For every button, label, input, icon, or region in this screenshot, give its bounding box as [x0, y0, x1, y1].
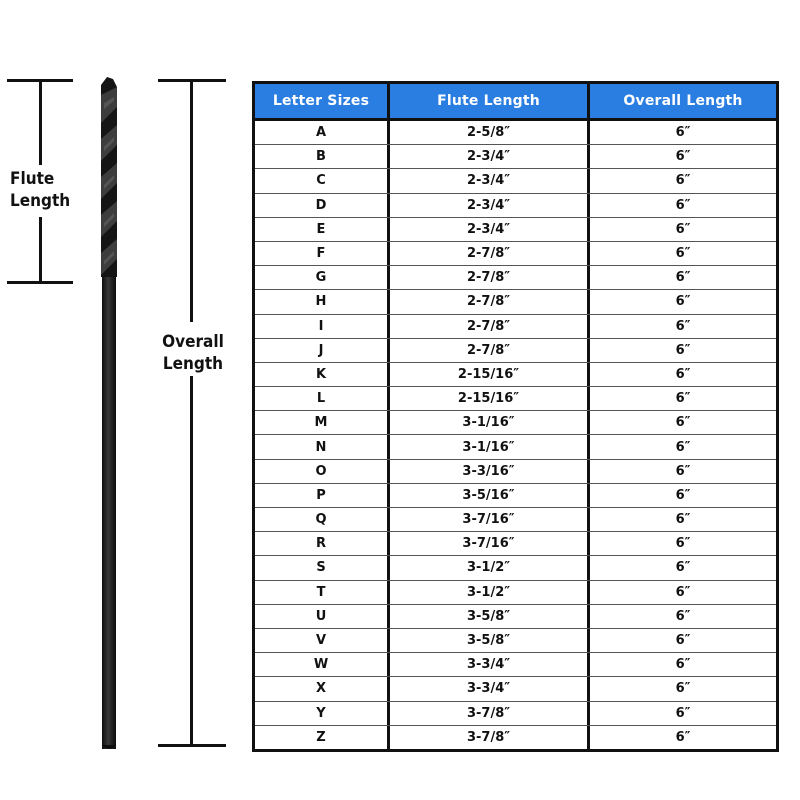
flute-length-label — [10, 168, 80, 212]
cell-letter-size: Z — [316, 729, 326, 745]
cell-overall-length: 6″ — [587, 290, 776, 313]
cell-flute-length: 2-15/16″ — [387, 363, 587, 386]
table-row — [255, 121, 776, 144]
cell-flute-length: 3-1/2″ — [387, 581, 587, 604]
overall-label-line-1: Overall — [162, 332, 224, 352]
cell-letter-size: I — [318, 318, 324, 334]
table-row — [255, 676, 776, 700]
table-row — [255, 362, 776, 386]
cell-letter-size: Y — [316, 705, 326, 721]
cell-overall-length: 6″ — [587, 653, 776, 676]
cell-overall-length: 6″ — [587, 218, 776, 241]
flute-dimension-line-lower — [39, 217, 42, 284]
cell-flute-length: 3-7/8″ — [387, 726, 587, 749]
cell-letter-size: J — [318, 342, 324, 358]
cell-letter-size: S — [316, 560, 326, 576]
cell-letter-size: K — [315, 366, 327, 382]
cell-flute-length: 3-5/8″ — [387, 605, 587, 628]
overall-dimension-line-lower — [190, 376, 193, 747]
cell-letter-size: D — [315, 197, 327, 213]
cell-flute-length: 3-5/16″ — [387, 484, 587, 507]
flute-dimension-bottom-cap — [7, 281, 73, 284]
table-row — [255, 580, 776, 604]
overall-length-label — [156, 331, 230, 375]
cell-letter-size: M — [314, 415, 328, 431]
table-row — [255, 144, 776, 168]
table-row — [255, 265, 776, 289]
cell-letter-size: L — [316, 391, 326, 407]
cell-letter-size: U — [315, 608, 327, 624]
cell-flute-length: 2-7/8″ — [387, 242, 587, 265]
cell-letter-size: G — [315, 270, 327, 286]
cell-overall-length: 6″ — [587, 726, 776, 749]
overall-dimension-line-upper — [190, 79, 193, 322]
cell-overall-length: 6″ — [587, 363, 776, 386]
cell-flute-length: 3-1/16″ — [387, 435, 587, 458]
cell-flute-length: 3-7/16″ — [387, 508, 587, 531]
cell-overall-length: 6″ — [587, 169, 776, 192]
table-header-row — [255, 84, 776, 121]
cell-overall-length: 6″ — [587, 435, 776, 458]
cell-overall-length: 6″ — [587, 121, 776, 144]
cell-overall-length: 6″ — [587, 702, 776, 725]
cell-flute-length: 3-3/4″ — [387, 653, 587, 676]
cell-overall-length: 6″ — [587, 581, 776, 604]
cell-letter-size: Q — [315, 512, 327, 528]
table-row — [255, 338, 776, 362]
table-body — [255, 121, 776, 749]
cell-flute-length: 2-15/16″ — [387, 387, 587, 410]
table-row — [255, 289, 776, 313]
cell-letter-size: X — [315, 681, 327, 697]
cell-overall-length: 6″ — [587, 677, 776, 700]
cell-letter-size: R — [315, 536, 326, 552]
cell-letter-size: W — [313, 657, 329, 673]
cell-overall-length: 6″ — [587, 460, 776, 483]
cell-flute-length: 3-1/2″ — [387, 556, 587, 579]
cell-flute-length: 2-5/8″ — [387, 121, 587, 144]
cell-overall-length: 6″ — [587, 339, 776, 362]
table-row — [255, 701, 776, 725]
overall-label-line-2: Length — [162, 354, 224, 374]
cell-flute-length: 2-7/8″ — [387, 315, 587, 338]
cell-overall-length: 6″ — [587, 145, 776, 168]
flute-label-line-1: Flute — [10, 169, 55, 189]
cell-flute-length: 2-3/4″ — [387, 169, 587, 192]
drill-bit-image — [96, 77, 122, 753]
cell-flute-length: 2-3/4″ — [387, 218, 587, 241]
cell-letter-size: A — [315, 125, 327, 141]
cell-overall-length: 6″ — [587, 605, 776, 628]
table-row — [255, 434, 776, 458]
cell-overall-length: 6″ — [587, 532, 776, 555]
table-row — [255, 725, 776, 749]
flute-label-line-2: Length — [10, 191, 71, 211]
cell-overall-length: 6″ — [587, 194, 776, 217]
cell-flute-length: 2-7/8″ — [387, 266, 587, 289]
cell-flute-length: 2-3/4″ — [387, 145, 587, 168]
cell-overall-length: 6″ — [587, 508, 776, 531]
table-row — [255, 459, 776, 483]
table-row — [255, 555, 776, 579]
table-row — [255, 652, 776, 676]
cell-overall-length: 6″ — [587, 315, 776, 338]
table-row — [255, 217, 776, 241]
cell-flute-length: 3-3/16″ — [387, 460, 587, 483]
table-row — [255, 604, 776, 628]
cell-flute-length: 3-7/16″ — [387, 532, 587, 555]
cell-letter-size: T — [316, 584, 326, 600]
table-row — [255, 241, 776, 265]
overall-length-dimension — [158, 79, 226, 747]
cell-letter-size: C — [316, 173, 326, 189]
overall-dimension-bottom-cap — [158, 744, 226, 747]
cell-flute-length: 2-7/8″ — [387, 339, 587, 362]
cell-letter-size: F — [316, 246, 326, 262]
table-row — [255, 628, 776, 652]
cell-overall-length: 6″ — [587, 387, 776, 410]
table-row — [255, 507, 776, 531]
table-row — [255, 531, 776, 555]
cell-overall-length: 6″ — [587, 629, 776, 652]
cell-letter-size: O — [315, 463, 327, 479]
table-row — [255, 410, 776, 434]
cell-flute-length: 3-1/16″ — [387, 411, 587, 434]
cell-letter-size: P — [316, 487, 326, 503]
flute-dimension-line-upper — [39, 79, 42, 165]
cell-overall-length: 6″ — [587, 242, 776, 265]
cell-flute-length: 2-7/8″ — [387, 290, 587, 313]
cell-letter-size: H — [315, 294, 327, 310]
drill-size-table — [252, 81, 779, 752]
header-letter-sizes: Letter Sizes — [255, 84, 387, 118]
header-flute-length: Flute Length — [387, 84, 587, 118]
cell-letter-size: E — [316, 221, 326, 237]
cell-overall-length: 6″ — [587, 556, 776, 579]
cell-flute-length: 3-5/8″ — [387, 629, 587, 652]
table-row — [255, 314, 776, 338]
table-row — [255, 168, 776, 192]
cell-letter-size: V — [315, 633, 327, 649]
table-row — [255, 193, 776, 217]
drill-bit-svg — [96, 77, 122, 753]
header-overall-length: Overall Length — [587, 84, 776, 118]
table-row — [255, 386, 776, 410]
cell-overall-length: 6″ — [587, 411, 776, 434]
cell-letter-size: B — [316, 149, 326, 165]
cell-flute-length: 2-3/4″ — [387, 194, 587, 217]
table-row — [255, 483, 776, 507]
cell-overall-length: 6″ — [587, 266, 776, 289]
cell-overall-length: 6″ — [587, 484, 776, 507]
cell-flute-length: 3-3/4″ — [387, 677, 587, 700]
cell-letter-size: N — [315, 439, 327, 455]
cell-flute-length: 3-7/8″ — [387, 702, 587, 725]
